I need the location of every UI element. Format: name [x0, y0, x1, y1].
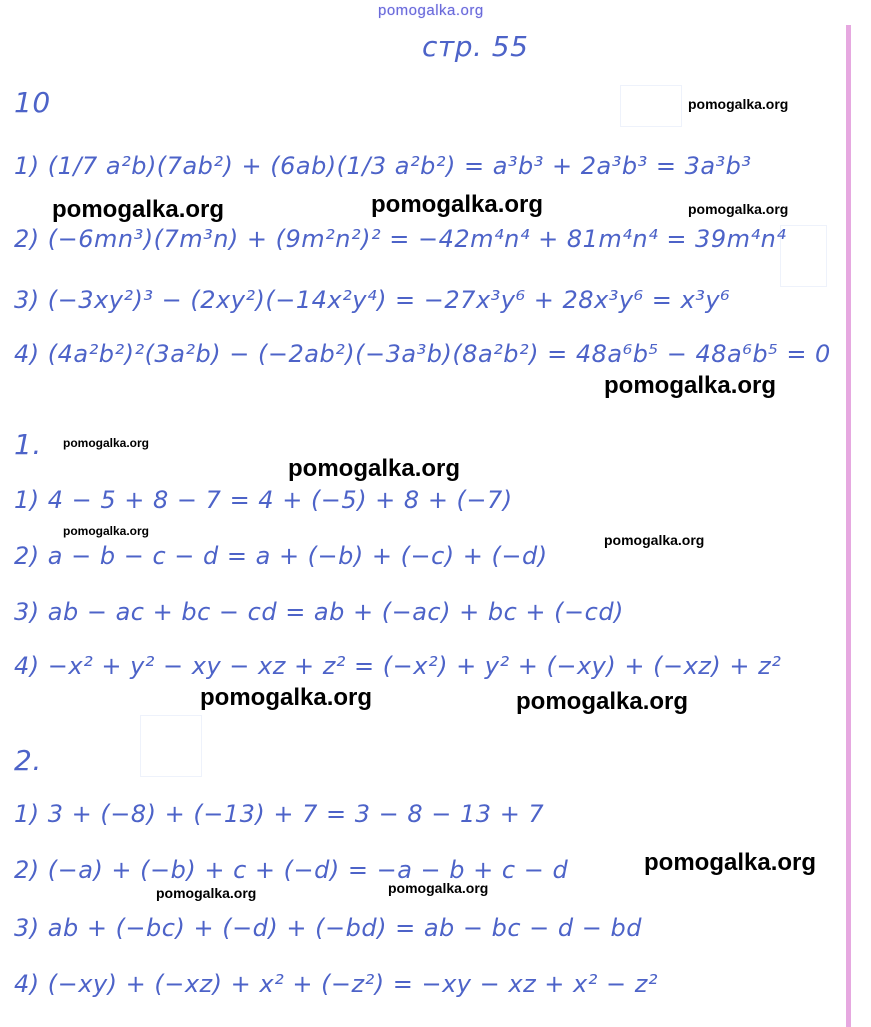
watermark-link[interactable]: pomogalka.org	[288, 455, 461, 482]
equation-line: 1) (1/7 a²b)(7ab²) + (6ab)(1/3 a²b²) = a³b³ + 2a³b³ = 3a³b³	[14, 152, 752, 180]
faint-grid-cell	[140, 715, 202, 777]
margin-line	[846, 25, 851, 1027]
equation-line: 1) 4 − 5 + 8 − 7 = 4 + (−5) + 8 + (−7)	[14, 486, 513, 514]
equation-line: 4) (−xy) + (−xz) + x² + (−z²) = −xy − xz + x² − z²	[14, 970, 658, 998]
equation-line: 2) a − b − c − d = a + (−b) + (−c) + (−d)	[14, 542, 548, 570]
watermark-link[interactable]: pomogalka.org	[644, 849, 817, 876]
equation-line: 4) −x² + y² − xy − xz + z² = (−x²) + y² + (−xy) + (−xz) + z²	[14, 652, 782, 680]
watermark-link[interactable]: pomogalka.org	[604, 372, 777, 399]
watermark-link[interactable]: pomogalka.org	[156, 885, 257, 901]
section-label: 1.	[14, 428, 42, 461]
watermark-link[interactable]: pomogalka.org	[52, 196, 225, 223]
watermark-link[interactable]: pomogalka.org	[604, 532, 705, 548]
equation-line: 2) (−6mn³)(7m³n) + (9m²n²)² = −42m⁴n⁴ + 81m⁴n⁴ = 39m⁴n⁴	[14, 225, 787, 253]
equation-line: 4) (4a²b²)²(3a²b) − (−2ab²)(−3a³b)(8a²b²) = 48a⁶b⁵ − 48a⁶b⁵ = 0	[14, 340, 831, 368]
page-number: стр. 55	[422, 30, 529, 63]
equation-line: 1) 3 + (−8) + (−13) + 7 = 3 − 8 − 13 + 7	[14, 800, 545, 828]
faint-grid-cell	[620, 85, 682, 127]
watermark-link[interactable]: pomogalka.org	[63, 436, 150, 450]
watermark-link[interactable]: pomogalka.org	[200, 684, 373, 711]
equation-line: 3) (−3xy²)³ − (2xy²)(−14x²y⁴) = −27x³y⁶ + 28x³y⁶ = x³y⁶	[14, 286, 731, 314]
equation-line: 2) (−a) + (−b) + c + (−d) = −a − b + c − d	[14, 856, 569, 884]
equation-line: 3) ab + (−bc) + (−d) + (−bd) = ab − bc − d − bd	[14, 914, 642, 942]
watermark-link[interactable]: pomogalka.org	[688, 201, 789, 217]
watermark-link[interactable]: pomogalka.org	[388, 880, 489, 896]
equation-line: 3) ab − ac + bc − cd = ab + (−ac) + bc + (−cd)	[14, 598, 624, 626]
watermark-link[interactable]: pomogalka.org	[516, 688, 689, 715]
faint-grid-cell	[780, 225, 827, 287]
watermark-link[interactable]: pomogalka.org	[371, 191, 544, 218]
section-label: 10	[14, 86, 51, 119]
watermark-link[interactable]: pomogalka.org	[688, 96, 789, 112]
section-label: 2.	[14, 744, 42, 777]
header-site-link[interactable]: pomogalka.org	[378, 2, 484, 19]
watermark-link[interactable]: pomogalka.org	[63, 524, 150, 538]
